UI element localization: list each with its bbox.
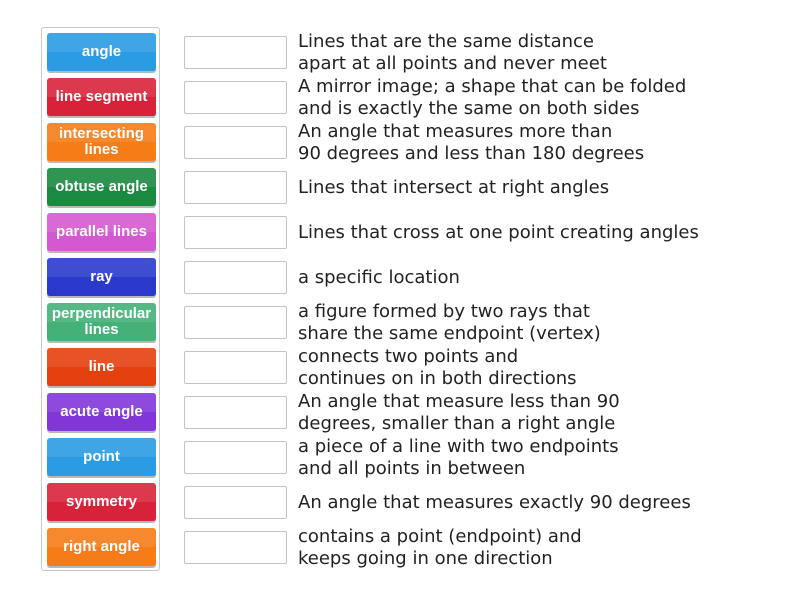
answer-drop-box[interactable] [184, 36, 287, 69]
definition-label: a specific location [298, 266, 460, 288]
definition-label: An angle that measures more than 90 degrees and less than 180 degrees [298, 120, 645, 164]
term-tile-label: right angle [63, 538, 140, 555]
term-tile[interactable] [47, 438, 156, 476]
definition-label: contains a point (endpoint) and keeps going in one direction [298, 525, 582, 569]
definition-label: connects two points and continues on in both directions [298, 345, 577, 389]
answer-drop-box[interactable] [184, 441, 287, 474]
answer-drop-box[interactable] [184, 531, 287, 564]
answer-drop-box[interactable] [184, 351, 287, 384]
definition-label: Lines that intersect at right angles [298, 176, 610, 198]
term-tile[interactable] [47, 78, 156, 116]
definition-text [298, 165, 788, 210]
answer-drop-box[interactable] [184, 126, 287, 159]
term-tile[interactable] [47, 33, 156, 71]
term-tile-label: line [88, 358, 115, 375]
definition-text [298, 75, 788, 120]
word-bank [41, 27, 160, 571]
term-tile[interactable] [47, 393, 156, 431]
answer-drop-box[interactable] [184, 171, 287, 204]
definition-text [298, 120, 788, 165]
term-tile-label: obtuse angle [55, 178, 148, 195]
term-tile[interactable] [47, 528, 156, 566]
definition-text [298, 435, 788, 480]
definition-text [298, 300, 788, 345]
term-tile-label: perpendicular lines [51, 305, 152, 338]
definition-label: a piece of a line with two endpoints and all points in between [298, 435, 619, 479]
answer-drop-box[interactable] [184, 216, 287, 249]
term-tile-label: symmetry [66, 493, 137, 510]
definition-text [298, 480, 788, 525]
definition-text [298, 210, 788, 255]
definition-text [298, 525, 788, 570]
answer-drop-box[interactable] [184, 306, 287, 339]
term-tile-label: angle [81, 43, 122, 60]
term-tile[interactable] [47, 303, 156, 341]
definition-label: An angle that measures exactly 90 degrees [298, 491, 691, 513]
term-tile[interactable] [47, 168, 156, 206]
definition-label: Lines that are the same distance apart at all points and never meet [298, 30, 607, 74]
definition-text [298, 255, 788, 300]
definition-label: a figure formed by two rays that share the same endpoint (vertex) [298, 300, 601, 344]
term-tile-label: point [83, 448, 120, 465]
term-tile[interactable] [47, 123, 156, 161]
term-tile-label: parallel lines [56, 223, 147, 240]
definition-text [298, 390, 788, 435]
term-tile[interactable] [47, 213, 156, 251]
term-tile[interactable] [47, 483, 156, 521]
definition-text [298, 30, 788, 75]
term-tile[interactable] [47, 258, 156, 296]
definition-label: A mirror image; a shape that can be folded and is exactly the same on both sides [298, 75, 687, 119]
definition-text [298, 345, 788, 390]
answer-drop-box[interactable] [184, 81, 287, 114]
answer-drop-box[interactable] [184, 396, 287, 429]
term-tile-label: intersecting lines [58, 125, 145, 158]
term-tile-label: ray [90, 268, 113, 285]
term-tile-label: line segment [55, 88, 148, 105]
answer-drop-box[interactable] [184, 486, 287, 519]
definition-label: Lines that cross at one point creating angles [298, 221, 699, 243]
term-tile-label: acute angle [60, 403, 143, 420]
answer-drop-box[interactable] [184, 261, 287, 294]
term-tile[interactable] [47, 348, 156, 386]
definition-label: An angle that measure less than 90 degrees, smaller than a right angle [298, 390, 620, 434]
